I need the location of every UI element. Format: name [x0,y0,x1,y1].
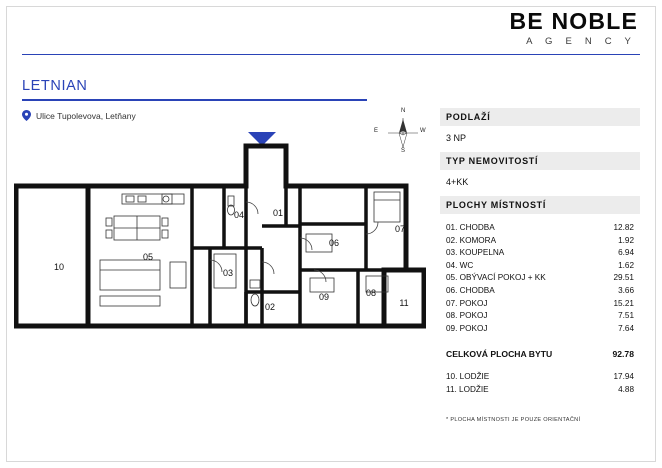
floor-plan-drawing [14,130,426,352]
compass-north-label: N [401,108,406,114]
room-area-list [440,214,640,335]
room-label-06: 06 [328,238,340,248]
listing-title: LETNIAN [22,78,88,94]
room-area: 4.88 [618,384,634,394]
list-item [446,247,634,260]
room-area: 3.66 [618,285,634,295]
list-item [446,298,634,311]
extra-area-list [440,371,640,396]
floor-value: 3 NP [446,133,467,143]
room-name: 08. POKOJ [446,311,488,321]
brand-tagline: A G E N C Y [526,36,636,47]
room-name: 11. LODŽIE [446,384,489,394]
header-divider [22,54,640,55]
room-label-10: 10 [53,262,65,272]
room-area: 15.21 [613,298,634,308]
address-text: Ulice Tupolevova, Letňany [36,110,136,121]
room-name: 07. POKOJ [446,298,488,308]
room-name: 04. WC [446,260,474,270]
room-label-04: 04 [233,210,245,220]
brand-logo [510,8,638,48]
room-area: 1.62 [618,260,634,270]
list-item [446,235,634,248]
list-item [446,222,634,235]
total-area-row [440,349,640,359]
room-name: 10. LODŽIE [446,372,490,382]
list-item [446,285,634,298]
room-area: 1.92 [618,235,634,245]
list-item [446,323,634,336]
room-area: 12.82 [613,223,634,232]
disclaimer-note: * PLOCHA MÍSTNOSTI JE POUZE ORIENTAČNÍ [446,416,581,423]
location-pin-icon [22,110,31,121]
list-item [446,371,634,384]
list-item [446,272,634,285]
list-item [446,310,634,323]
room-name: 03. KOUPELNA [446,248,505,258]
room-area: 7.64 [618,323,634,333]
total-area-value: 92.78 [612,349,634,360]
room-name: 02. KOMORA [446,235,497,245]
header [0,0,662,58]
total-area-label: CELKOVÁ PLOCHA BYTU [446,349,553,360]
floor-heading: PODLAŽÍ [440,108,640,126]
room-areas-heading: PLOCHY MÍSTNOSTÍ [440,196,640,214]
compass-west-label: W [420,128,426,134]
room-area: 17.94 [613,372,634,382]
compass-south-label: S [401,148,406,154]
room-name: 05. OBÝVACÍ POKOJ + KK [446,273,546,283]
list-item [446,384,634,397]
title-underline [22,99,367,101]
room-area: 7.51 [618,311,634,321]
listing-address [22,110,136,121]
floor-plan [14,130,426,352]
property-type-value: 4+KK [446,177,469,187]
room-label-03: 03 [222,268,234,278]
room-name: 01. CHODBA [446,223,495,232]
brand-name: BE NOBLE [509,8,638,34]
room-label-01: 01 [272,208,284,218]
room-area: 6.94 [618,248,634,258]
room-label-11: 11 [399,298,409,308]
compass-east-label: E [374,128,379,134]
list-item [446,260,634,273]
room-label-09: 09 [318,292,330,302]
room-name: 09. POKOJ [446,323,488,333]
property-type-heading: TYP NEMOVITOSTÍ [440,152,640,170]
room-label-08: 08 [365,288,377,298]
room-label-07: 07 [394,224,406,234]
page-title [22,78,382,101]
info-panel [440,108,640,423]
room-label-02: 02 [264,302,276,312]
room-name: 06. CHODBA [446,285,495,295]
room-area: 29.51 [613,273,634,283]
room-label-05: 05 [142,252,154,262]
